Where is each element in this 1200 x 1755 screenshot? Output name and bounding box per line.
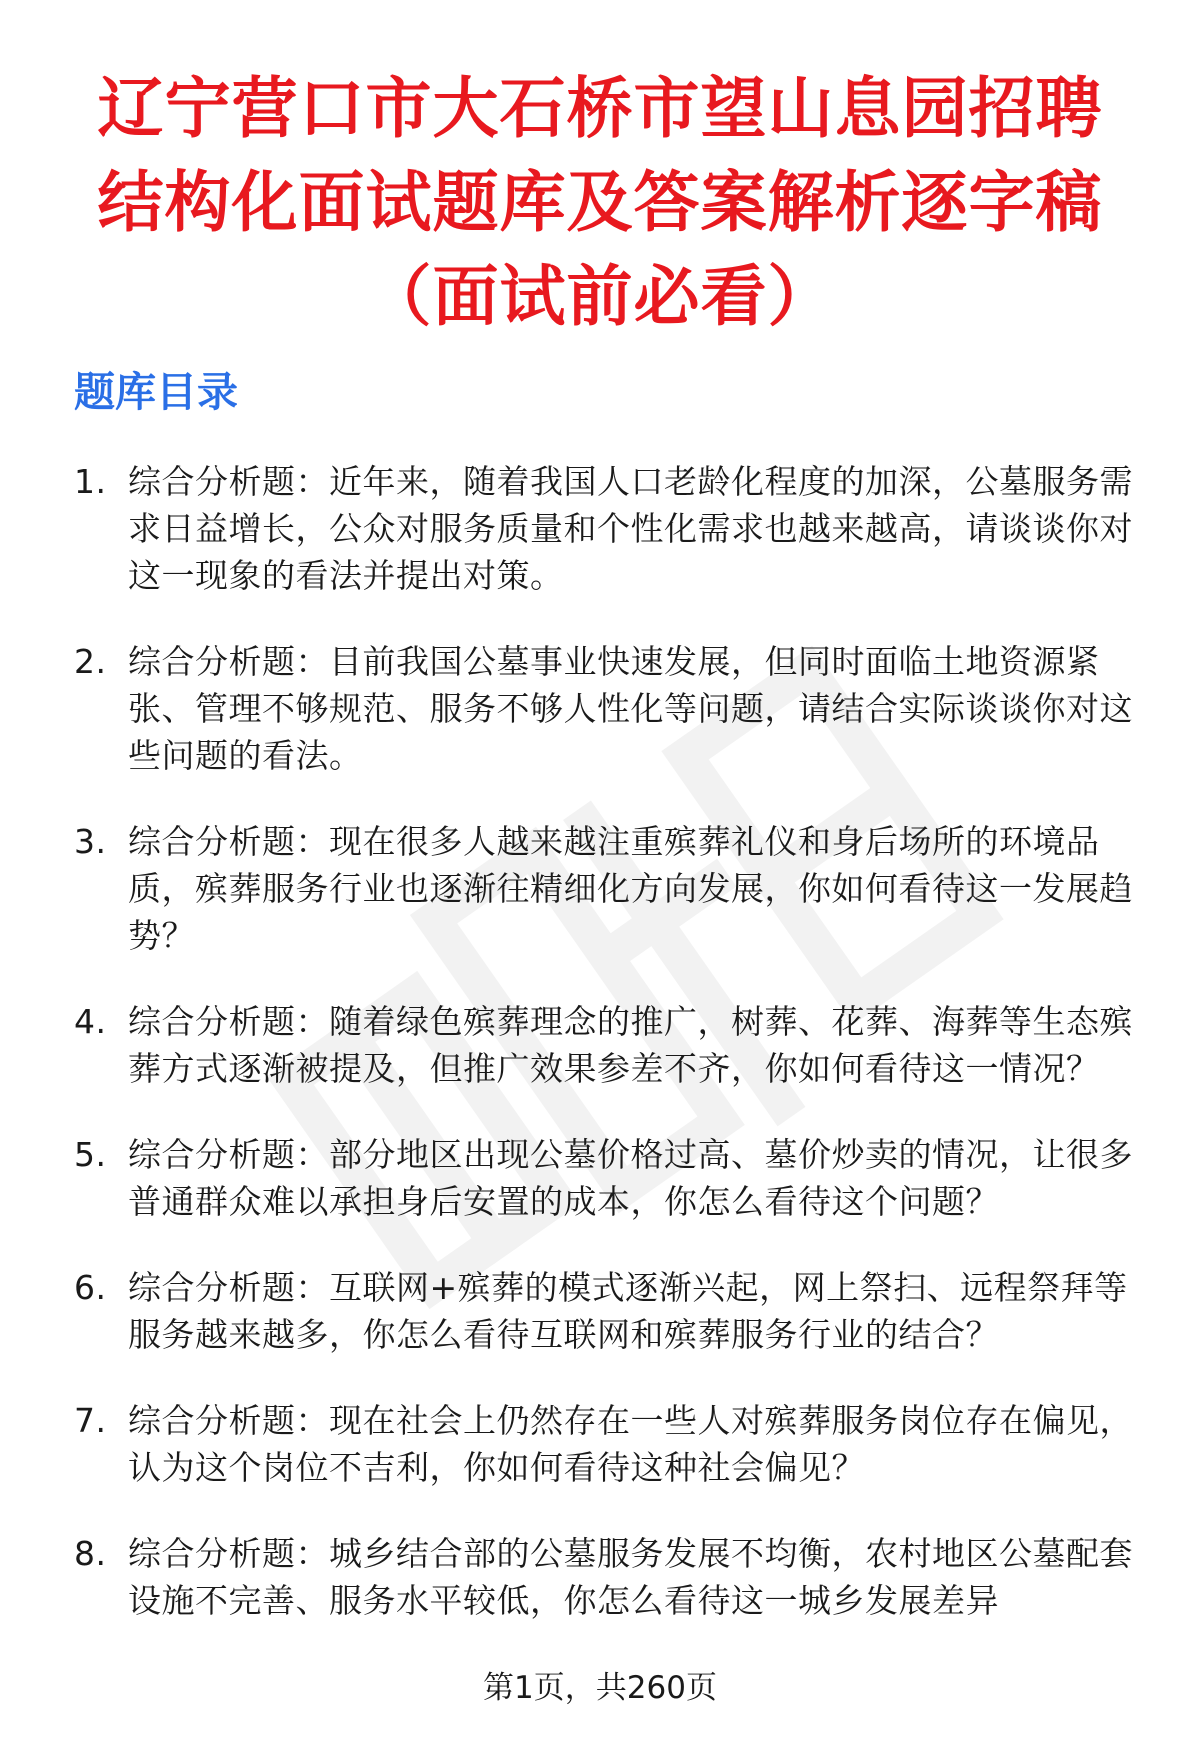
question-text: 综合分析题：互联网+殡葬的模式逐渐兴起，网上祭扫、远程祭拜等服务越来越多，你怎么看待互联网和殡葬服务行业的结合？ [128,1268,1128,1354]
question-number: 1. [74,462,107,501]
question-number: 3. [74,822,107,861]
question-item [0,1397,1200,1491]
question-text: 综合分析题：随着绿色殡葬理念的推广，树葬、花葬、海葬等生态殡葬方式逐渐被提及，但推广效果参差不齐，你如何看待这一情况？ [128,1002,1133,1088]
title-line-3: （面试前必看） [365,258,835,335]
document-title [60,62,1140,344]
question-number: 5. [74,1135,107,1174]
question-number: 7. [74,1401,107,1440]
page-footer: 第1页，共260页 [483,1670,717,1706]
question-number: 8. [74,1534,107,1573]
question-item [0,458,1200,599]
question-item [0,998,1200,1092]
question-number: 2. [74,642,107,681]
question-item [0,1131,1200,1225]
question-item [0,1530,1200,1624]
question-text: 综合分析题：现在社会上仍然存在一些人对殡葬服务岗位存在偏见，认为这个岗位不吉利，你如何看待这种社会偏见？ [128,1401,1133,1487]
question-item [0,638,1200,779]
question-text: 综合分析题：近年来，随着我国人口老龄化程度的加深，公墓服务需求日益增长，公众对服务质量和个性化需求也越来越高，请谈谈你对这一现象的看法并提出对策。 [128,462,1133,595]
question-text: 综合分析题：目前我国公墓事业快速发展，但同时面临土地资源紧张、管理不够规范、服务不够人性化等问题，请结合实际谈谈你对这些问题的看法。 [128,642,1133,775]
question-text: 综合分析题：城乡结合部的公墓服务发展不均衡，农村地区公墓配套设施不完善、服务水平较低，你怎么看待这一城乡发展差异 [128,1534,1133,1620]
question-number: 6. [74,1268,107,1307]
title-line-2: 结构化面试题库及答案解析逐字稿 [97,164,1103,241]
question-item [0,1264,1200,1358]
title-line-1: 辽宁营口市大石桥市望山息园招聘 [97,70,1103,147]
question-list [0,458,1200,1663]
question-text: 综合分析题：现在很多人越来越注重殡葬礼仪和身后场所的环境品质，殡葬服务行业也逐渐往精细化方向发展，你如何看待这一发展趋势？ [128,822,1133,955]
question-item [0,818,1200,959]
question-text: 综合分析题：部分地区出现公墓价格过高、墓价炒卖的情况，让很多普通群众难以承担身后安置的成本，你怎么看待这个问题？ [128,1135,1133,1221]
toc-heading: 题库目录 [74,368,238,416]
question-number: 4. [74,1002,107,1041]
